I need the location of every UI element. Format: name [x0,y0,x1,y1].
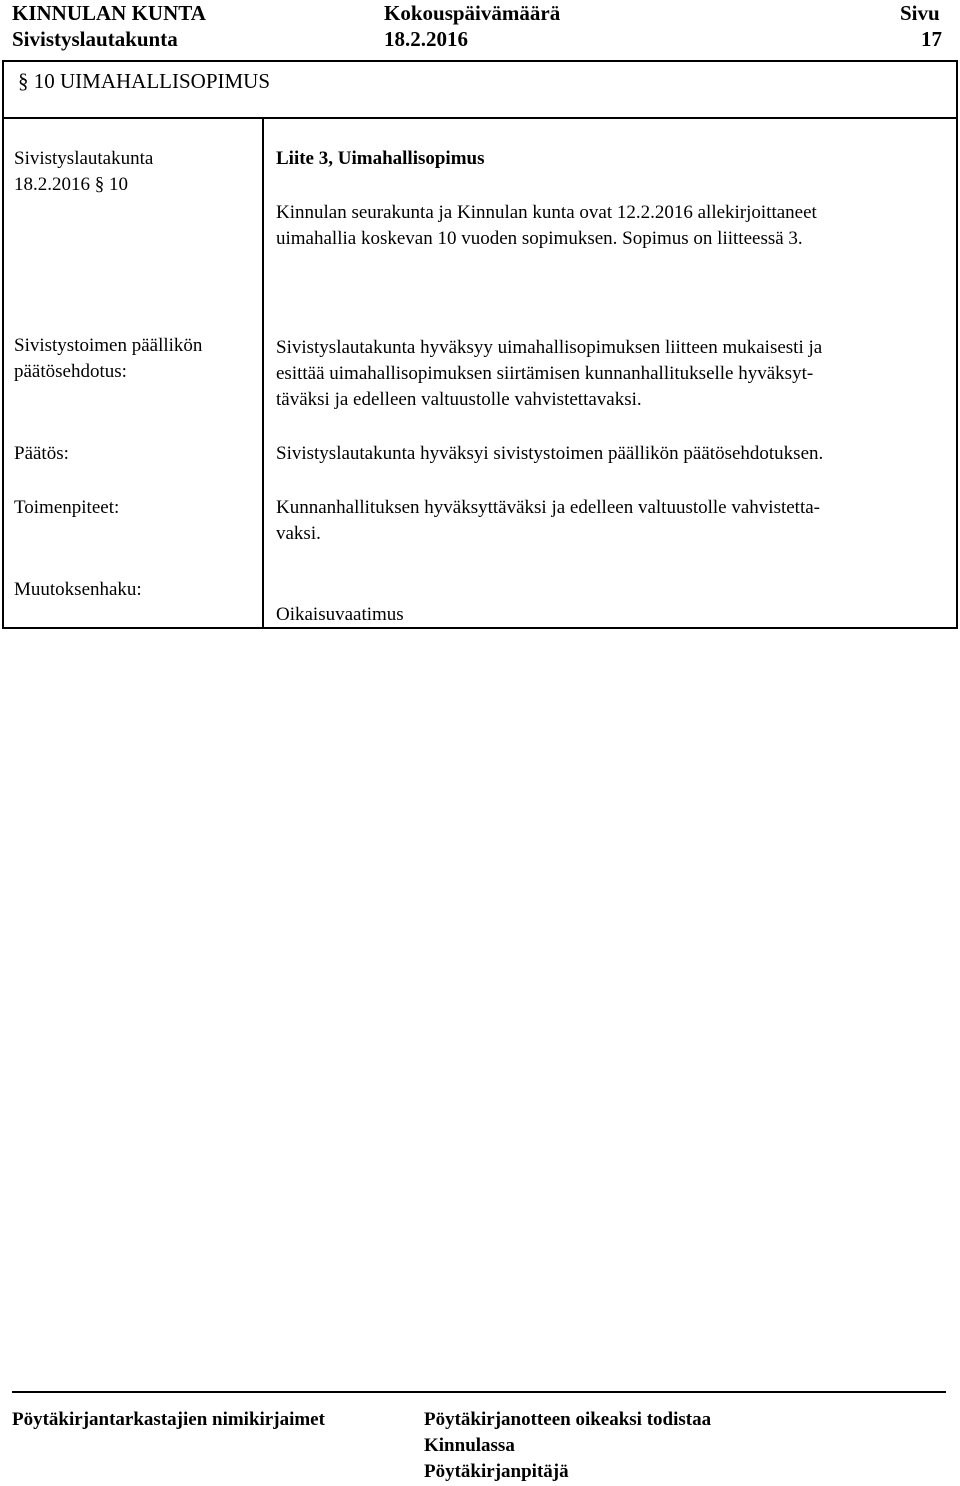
page-label: Sivu [900,1,940,25]
section-title: § 10 UIMAHALLISOPIMUS [18,69,271,93]
appeal-link[interactable]: Oikaisuvaatimus [276,604,404,625]
footer-certify-label: Pöytäkirjanotteen oikeaksi todistaa [424,1409,712,1430]
attachment-line2: uimahallia koskevan 10 vuoden sopimuksen. Sopimus on liitteessä 3. [276,228,803,249]
meeting-date-label: Kokouspäivämäärä [384,1,561,25]
reference-committee: Sivistyslautakunta [14,148,154,169]
reference-date-section: 18.2.2016 § 10 [14,174,128,195]
proposal-label-line2: päätösehdotus: [14,361,127,382]
decision-label: Päätös: [14,443,69,464]
meeting-date: 18.2.2016 [384,27,468,51]
decision-text: Sivistyslautakunta hyväksyi sivistystoimen päällikön päätösehdotuksen. [276,443,824,464]
appeal-label: Muutoksenhaku: [14,579,142,600]
proposal-label-line1: Sivistystoimen päällikön [14,335,203,356]
footer-divider [12,1391,946,1393]
proposal-line1: Sivistyslautakunta hyväksyy uimahallisopimuksen liitteen mukaisesti ja [276,337,823,358]
footer-initials-label: Pöytäkirjantarkastajien nimikirjaimet [12,1409,325,1430]
committee-name: Sivistyslautakunta [12,27,178,51]
actions-line2: vaksi. [276,523,321,544]
attachment-line1: Kinnulan seurakunta ja Kinnulan kunta ovat 12.2.2016 allekirjoittaneet [276,202,817,223]
actions-label: Toimenpiteet: [14,497,120,518]
footer-place: Kinnulassa [424,1435,515,1456]
proposal-line2: esittää uimahallisopimuksen siirtämisen kunnanhallitukselle hyväksyt- [276,363,814,384]
org-name: KINNULAN KUNTA [12,1,206,25]
actions-line1: Kunnanhallituksen hyväksyttäväksi ja edelleen valtuustolle vahvistetta- [276,497,820,518]
footer-secretary-label: Pöytäkirjanpitäjä [424,1461,569,1482]
attachment-title: Liite 3, Uimahallisopimus [276,148,485,169]
page-number: 17 [921,27,942,51]
proposal-line3: täväksi ja edelleen valtuustolle vahvistettavaksi. [276,389,642,410]
